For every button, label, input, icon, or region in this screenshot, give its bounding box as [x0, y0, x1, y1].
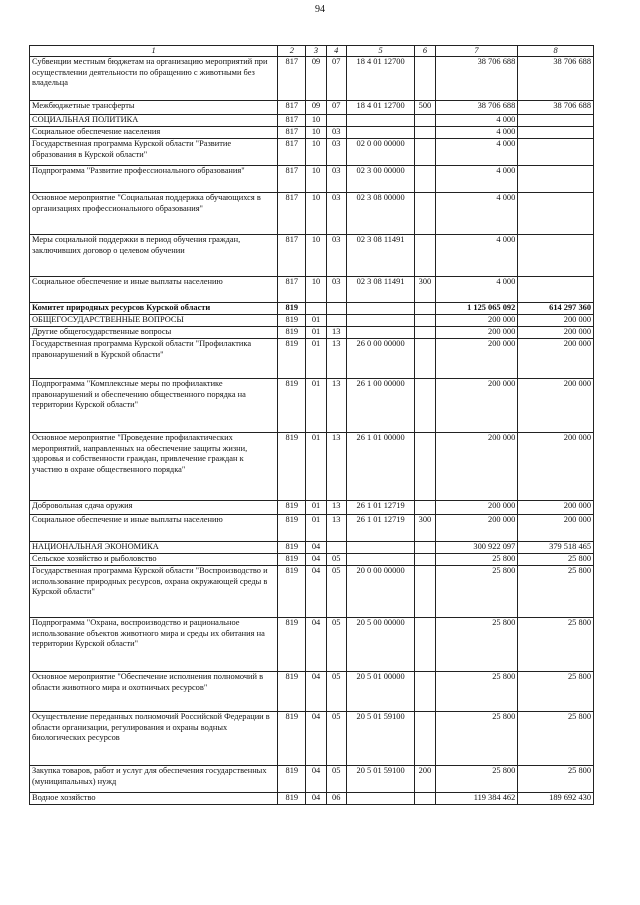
- amount-col8-cell: 38 706 688: [518, 57, 594, 101]
- section-cell: 01: [306, 327, 326, 339]
- expense-type-cell: [415, 327, 435, 339]
- table-row: [30, 672, 594, 712]
- target-item-cell: 18 4 01 12700: [346, 57, 415, 101]
- admin-code-cell: 819: [278, 327, 306, 339]
- amount-col8-cell: 200 000: [518, 315, 594, 327]
- section-cell: 04: [306, 766, 326, 793]
- row-name-cell: Осуществление переданных полномочий Российской Федерации в области организации, регулирования и охраны водных биологических ресурсов: [30, 712, 278, 766]
- expense-type-cell: [415, 379, 435, 433]
- admin-code-cell: 817: [278, 127, 306, 139]
- admin-code-cell: 817: [278, 166, 306, 193]
- amount-col7-cell: 4 000: [435, 193, 518, 235]
- expense-type-cell: [415, 315, 435, 327]
- row-name-cell: Подпрограмма "Развитие профессионального образования": [30, 166, 278, 193]
- amount-col7-cell: 200 000: [435, 379, 518, 433]
- page-number: 94: [315, 4, 325, 15]
- target-item-cell: [346, 793, 415, 805]
- table-row: [30, 339, 594, 379]
- table-row: [30, 618, 594, 672]
- column-header-4: 4: [326, 46, 346, 57]
- target-item-cell: 02 3 00 00000: [346, 166, 415, 193]
- amount-col7-cell: 200 000: [435, 339, 518, 379]
- row-name-cell: ОБЩЕГОСУДАРСТВЕННЫЕ ВОПРОСЫ: [30, 315, 278, 327]
- amount-col7-cell: 4 000: [435, 115, 518, 127]
- admin-code-cell: 819: [278, 554, 306, 566]
- table-body: [30, 57, 594, 805]
- amount-col8-cell: [518, 235, 594, 277]
- amount-col7-cell: 25 800: [435, 672, 518, 712]
- target-item-cell: [346, 554, 415, 566]
- amount-col8-cell: [518, 115, 594, 127]
- admin-code-cell: 819: [278, 672, 306, 712]
- expense-type-cell: [415, 554, 435, 566]
- table-row: [30, 515, 594, 542]
- row-name-cell: Государственная программа Курской области "Развитие образования в Курской области": [30, 139, 278, 166]
- table-row: [30, 315, 594, 327]
- row-name-cell: Государственная программа Курской области "Воспроизводство и использование природных ресурсов, охрана окружающей среды в Курской области": [30, 566, 278, 618]
- row-name-cell: Субвенции местным бюджетам на организацию мероприятий при осуществлении деятельности по обращению с животными без владельца: [30, 57, 278, 101]
- table-row: [30, 566, 594, 618]
- amount-col8-cell: 25 800: [518, 672, 594, 712]
- target-item-cell: 26 1 00 00000: [346, 379, 415, 433]
- section-cell: 01: [306, 515, 326, 542]
- section-cell: 04: [306, 793, 326, 805]
- amount-col8-cell: [518, 127, 594, 139]
- target-item-cell: 26 0 00 00000: [346, 339, 415, 379]
- row-name-cell: Государственная программа Курской области "Профилактика правонарушений в Курской области": [30, 339, 278, 379]
- section-cell: 01: [306, 339, 326, 379]
- amount-col8-cell: 25 800: [518, 618, 594, 672]
- section-cell: 04: [306, 554, 326, 566]
- admin-code-cell: 819: [278, 618, 306, 672]
- row-name-cell: Другие общегосударственные вопросы: [30, 327, 278, 339]
- amount-col7-cell: 4 000: [435, 127, 518, 139]
- section-cell: 10: [306, 277, 326, 303]
- expense-type-cell: [415, 501, 435, 515]
- row-name-cell: Добровольная сдача оружия: [30, 501, 278, 515]
- section-cell: 10: [306, 235, 326, 277]
- amount-col7-cell: 25 800: [435, 566, 518, 618]
- amount-col7-cell: 4 000: [435, 139, 518, 166]
- table-row: [30, 793, 594, 805]
- subsection-cell: 06: [326, 793, 346, 805]
- expense-type-cell: [415, 542, 435, 554]
- target-item-cell: 02 3 08 11491: [346, 277, 415, 303]
- table-row: [30, 712, 594, 766]
- subsection-cell: 03: [326, 235, 346, 277]
- admin-code-cell: 817: [278, 57, 306, 101]
- amount-col7-cell: 4 000: [435, 277, 518, 303]
- amount-col8-cell: 189 692 430: [518, 793, 594, 805]
- subsection-cell: 03: [326, 127, 346, 139]
- column-header-3: 3: [306, 46, 326, 57]
- admin-code-cell: 819: [278, 793, 306, 805]
- section-cell: 10: [306, 139, 326, 166]
- expense-type-cell: [415, 712, 435, 766]
- table-row: [30, 101, 594, 115]
- subsection-cell: 13: [326, 433, 346, 501]
- column-header-2: 2: [278, 46, 306, 57]
- amount-col7-cell: 25 800: [435, 766, 518, 793]
- expense-type-cell: [415, 303, 435, 315]
- admin-code-cell: 819: [278, 501, 306, 515]
- subsection-cell: [326, 303, 346, 315]
- amount-col7-cell: 25 800: [435, 554, 518, 566]
- amount-col7-cell: 200 000: [435, 515, 518, 542]
- section-cell: 01: [306, 379, 326, 433]
- expense-type-cell: 300: [415, 277, 435, 303]
- section-cell: 04: [306, 672, 326, 712]
- row-name-cell: Основное мероприятие "Обеспечение исполнения полномочий в области животного мира и охотничьих ресурсов": [30, 672, 278, 712]
- target-item-cell: [346, 127, 415, 139]
- expense-type-cell: [415, 127, 435, 139]
- amount-col8-cell: 200 000: [518, 515, 594, 542]
- table-row: [30, 166, 594, 193]
- subsection-cell: 03: [326, 193, 346, 235]
- subsection-cell: 03: [326, 139, 346, 166]
- target-item-cell: 26 1 01 12719: [346, 501, 415, 515]
- target-item-cell: 20 5 00 00000: [346, 618, 415, 672]
- table-row: [30, 235, 594, 277]
- target-item-cell: 26 1 01 00000: [346, 433, 415, 501]
- admin-code-cell: 819: [278, 433, 306, 501]
- amount-col7-cell: 4 000: [435, 166, 518, 193]
- amount-col8-cell: 614 297 360: [518, 303, 594, 315]
- table-row: [30, 433, 594, 501]
- table-row: [30, 379, 594, 433]
- expense-type-cell: [415, 235, 435, 277]
- amount-col7-cell: 200 000: [435, 327, 518, 339]
- target-item-cell: 20 0 00 00000: [346, 566, 415, 618]
- target-item-cell: 20 5 01 59100: [346, 766, 415, 793]
- row-name-cell: Подпрограмма "Комплексные меры по профилактике правонарушений и обеспечению общественного порядка на территории Курской области": [30, 379, 278, 433]
- row-name-cell: Основное мероприятие "Социальная поддержка обучающихся в организациях профессионального образования": [30, 193, 278, 235]
- admin-code-cell: 817: [278, 115, 306, 127]
- target-item-cell: [346, 542, 415, 554]
- section-cell: 10: [306, 115, 326, 127]
- subsection-cell: 05: [326, 766, 346, 793]
- amount-col8-cell: 25 800: [518, 712, 594, 766]
- amount-col7-cell: 1 125 065 092: [435, 303, 518, 315]
- subsection-cell: 13: [326, 501, 346, 515]
- expense-type-cell: [415, 57, 435, 101]
- table-row: [30, 139, 594, 166]
- section-cell: 10: [306, 193, 326, 235]
- section-cell: 04: [306, 566, 326, 618]
- amount-col8-cell: 25 800: [518, 554, 594, 566]
- subsection-cell: 05: [326, 554, 346, 566]
- row-name-cell: Социальное обеспечение и иные выплаты населению: [30, 515, 278, 542]
- section-cell: 01: [306, 315, 326, 327]
- target-item-cell: 18 4 01 12700: [346, 101, 415, 115]
- target-item-cell: 20 5 01 00000: [346, 672, 415, 712]
- subsection-cell: 03: [326, 166, 346, 193]
- row-name-cell: Комитет природных ресурсов Курской области: [30, 303, 278, 315]
- section-cell: 01: [306, 433, 326, 501]
- amount-col7-cell: 200 000: [435, 501, 518, 515]
- target-item-cell: 26 1 01 12719: [346, 515, 415, 542]
- table-row: [30, 193, 594, 235]
- admin-code-cell: 817: [278, 101, 306, 115]
- row-name-cell: Подпрограмма "Охрана, воспроизводство и рациональное использование объектов животного мира и среды их обитания на территории Курской области": [30, 618, 278, 672]
- column-number-row: [30, 46, 594, 57]
- section-cell: 01: [306, 501, 326, 515]
- target-item-cell: 02 3 08 11491: [346, 235, 415, 277]
- admin-code-cell: 819: [278, 379, 306, 433]
- target-item-cell: [346, 115, 415, 127]
- section-cell: 04: [306, 618, 326, 672]
- expense-type-cell: 300: [415, 515, 435, 542]
- amount-col7-cell: 119 384 462: [435, 793, 518, 805]
- expense-type-cell: [415, 672, 435, 712]
- admin-code-cell: 817: [278, 235, 306, 277]
- admin-code-cell: 819: [278, 566, 306, 618]
- expense-type-cell: [415, 166, 435, 193]
- subsection-cell: 05: [326, 712, 346, 766]
- row-name-cell: НАЦИОНАЛЬНАЯ ЭКОНОМИКА: [30, 542, 278, 554]
- amount-col8-cell: 379 518 465: [518, 542, 594, 554]
- table-row: [30, 115, 594, 127]
- section-cell: [306, 303, 326, 315]
- amount-col7-cell: 25 800: [435, 618, 518, 672]
- amount-col8-cell: [518, 166, 594, 193]
- target-item-cell: 20 5 01 59100: [346, 712, 415, 766]
- target-item-cell: [346, 303, 415, 315]
- row-name-cell: Основное мероприятие "Проведение профилактических мероприятий, направленных на обеспечение защиты жизни, здоровья и собственности граждан, привлечение граждан к участию в охране общественного порядка": [30, 433, 278, 501]
- amount-col7-cell: 38 706 688: [435, 101, 518, 115]
- column-header-8: 8: [518, 46, 594, 57]
- amount-col8-cell: 200 000: [518, 433, 594, 501]
- amount-col8-cell: [518, 139, 594, 166]
- row-name-cell: Закупка товаров, работ и услуг для обеспечения государственных (муниципальных) нужд: [30, 766, 278, 793]
- target-item-cell: [346, 327, 415, 339]
- subsection-cell: 13: [326, 339, 346, 379]
- subsection-cell: 05: [326, 618, 346, 672]
- table-row: [30, 554, 594, 566]
- subsection-cell: [326, 315, 346, 327]
- column-header-7: 7: [435, 46, 518, 57]
- row-name-cell: Сельское хозяйство и рыболовство: [30, 554, 278, 566]
- admin-code-cell: 819: [278, 542, 306, 554]
- row-name-cell: Социальное обеспечение населения: [30, 127, 278, 139]
- amount-col8-cell: 25 800: [518, 566, 594, 618]
- column-header-5: 5: [346, 46, 415, 57]
- amount-col8-cell: 38 706 688: [518, 101, 594, 115]
- target-item-cell: 02 0 00 00000: [346, 139, 415, 166]
- target-item-cell: 02 3 08 00000: [346, 193, 415, 235]
- subsection-cell: 07: [326, 101, 346, 115]
- admin-code-cell: 817: [278, 193, 306, 235]
- table-row: [30, 501, 594, 515]
- expense-type-cell: [415, 793, 435, 805]
- expense-type-cell: [415, 339, 435, 379]
- expense-type-cell: [415, 139, 435, 166]
- admin-code-cell: 817: [278, 139, 306, 166]
- amount-col8-cell: 25 800: [518, 766, 594, 793]
- amount-col7-cell: 200 000: [435, 433, 518, 501]
- subsection-cell: 13: [326, 379, 346, 433]
- row-name-cell: Социальное обеспечение и иные выплаты населению: [30, 277, 278, 303]
- row-name-cell: Межбюджетные трансферты: [30, 101, 278, 115]
- budget-table: [29, 45, 594, 805]
- amount-col7-cell: 38 706 688: [435, 57, 518, 101]
- admin-code-cell: 819: [278, 766, 306, 793]
- section-cell: 04: [306, 542, 326, 554]
- admin-code-cell: 819: [278, 303, 306, 315]
- expense-type-cell: 500: [415, 101, 435, 115]
- column-header-1: 1: [30, 46, 278, 57]
- amount-col7-cell: 200 000: [435, 315, 518, 327]
- admin-code-cell: 819: [278, 515, 306, 542]
- expense-type-cell: [415, 433, 435, 501]
- section-cell: 04: [306, 712, 326, 766]
- amount-col8-cell: 200 000: [518, 379, 594, 433]
- table-row: [30, 57, 594, 101]
- amount-col7-cell: 25 800: [435, 712, 518, 766]
- column-header-6: 6: [415, 46, 435, 57]
- subsection-cell: 05: [326, 672, 346, 712]
- subsection-cell: [326, 115, 346, 127]
- amount-col7-cell: 4 000: [435, 235, 518, 277]
- amount-col8-cell: 200 000: [518, 501, 594, 515]
- expense-type-cell: [415, 193, 435, 235]
- admin-code-cell: 819: [278, 339, 306, 379]
- table-row: [30, 303, 594, 315]
- table-row: [30, 277, 594, 303]
- section-cell: 09: [306, 57, 326, 101]
- target-item-cell: [346, 315, 415, 327]
- subsection-cell: 05: [326, 566, 346, 618]
- table-row: [30, 127, 594, 139]
- section-cell: 10: [306, 127, 326, 139]
- section-cell: 10: [306, 166, 326, 193]
- subsection-cell: [326, 542, 346, 554]
- table-row: [30, 766, 594, 793]
- admin-code-cell: 817: [278, 277, 306, 303]
- table-row: [30, 542, 594, 554]
- subsection-cell: 13: [326, 515, 346, 542]
- amount-col8-cell: 200 000: [518, 327, 594, 339]
- amount-col8-cell: [518, 193, 594, 235]
- section-cell: 09: [306, 101, 326, 115]
- expense-type-cell: [415, 618, 435, 672]
- expense-type-cell: [415, 115, 435, 127]
- amount-col8-cell: [518, 277, 594, 303]
- expense-type-cell: [415, 566, 435, 618]
- admin-code-cell: 819: [278, 712, 306, 766]
- subsection-cell: 13: [326, 327, 346, 339]
- subsection-cell: 07: [326, 57, 346, 101]
- admin-code-cell: 819: [278, 315, 306, 327]
- row-name-cell: СОЦИАЛЬНАЯ ПОЛИТИКА: [30, 115, 278, 127]
- table-row: [30, 327, 594, 339]
- amount-col8-cell: 200 000: [518, 339, 594, 379]
- subsection-cell: 03: [326, 277, 346, 303]
- expense-type-cell: 200: [415, 766, 435, 793]
- row-name-cell: Меры социальной поддержки в период обучения граждан, заключивших договор о целевом обучении: [30, 235, 278, 277]
- amount-col7-cell: 300 922 097: [435, 542, 518, 554]
- row-name-cell: Водное хозяйство: [30, 793, 278, 805]
